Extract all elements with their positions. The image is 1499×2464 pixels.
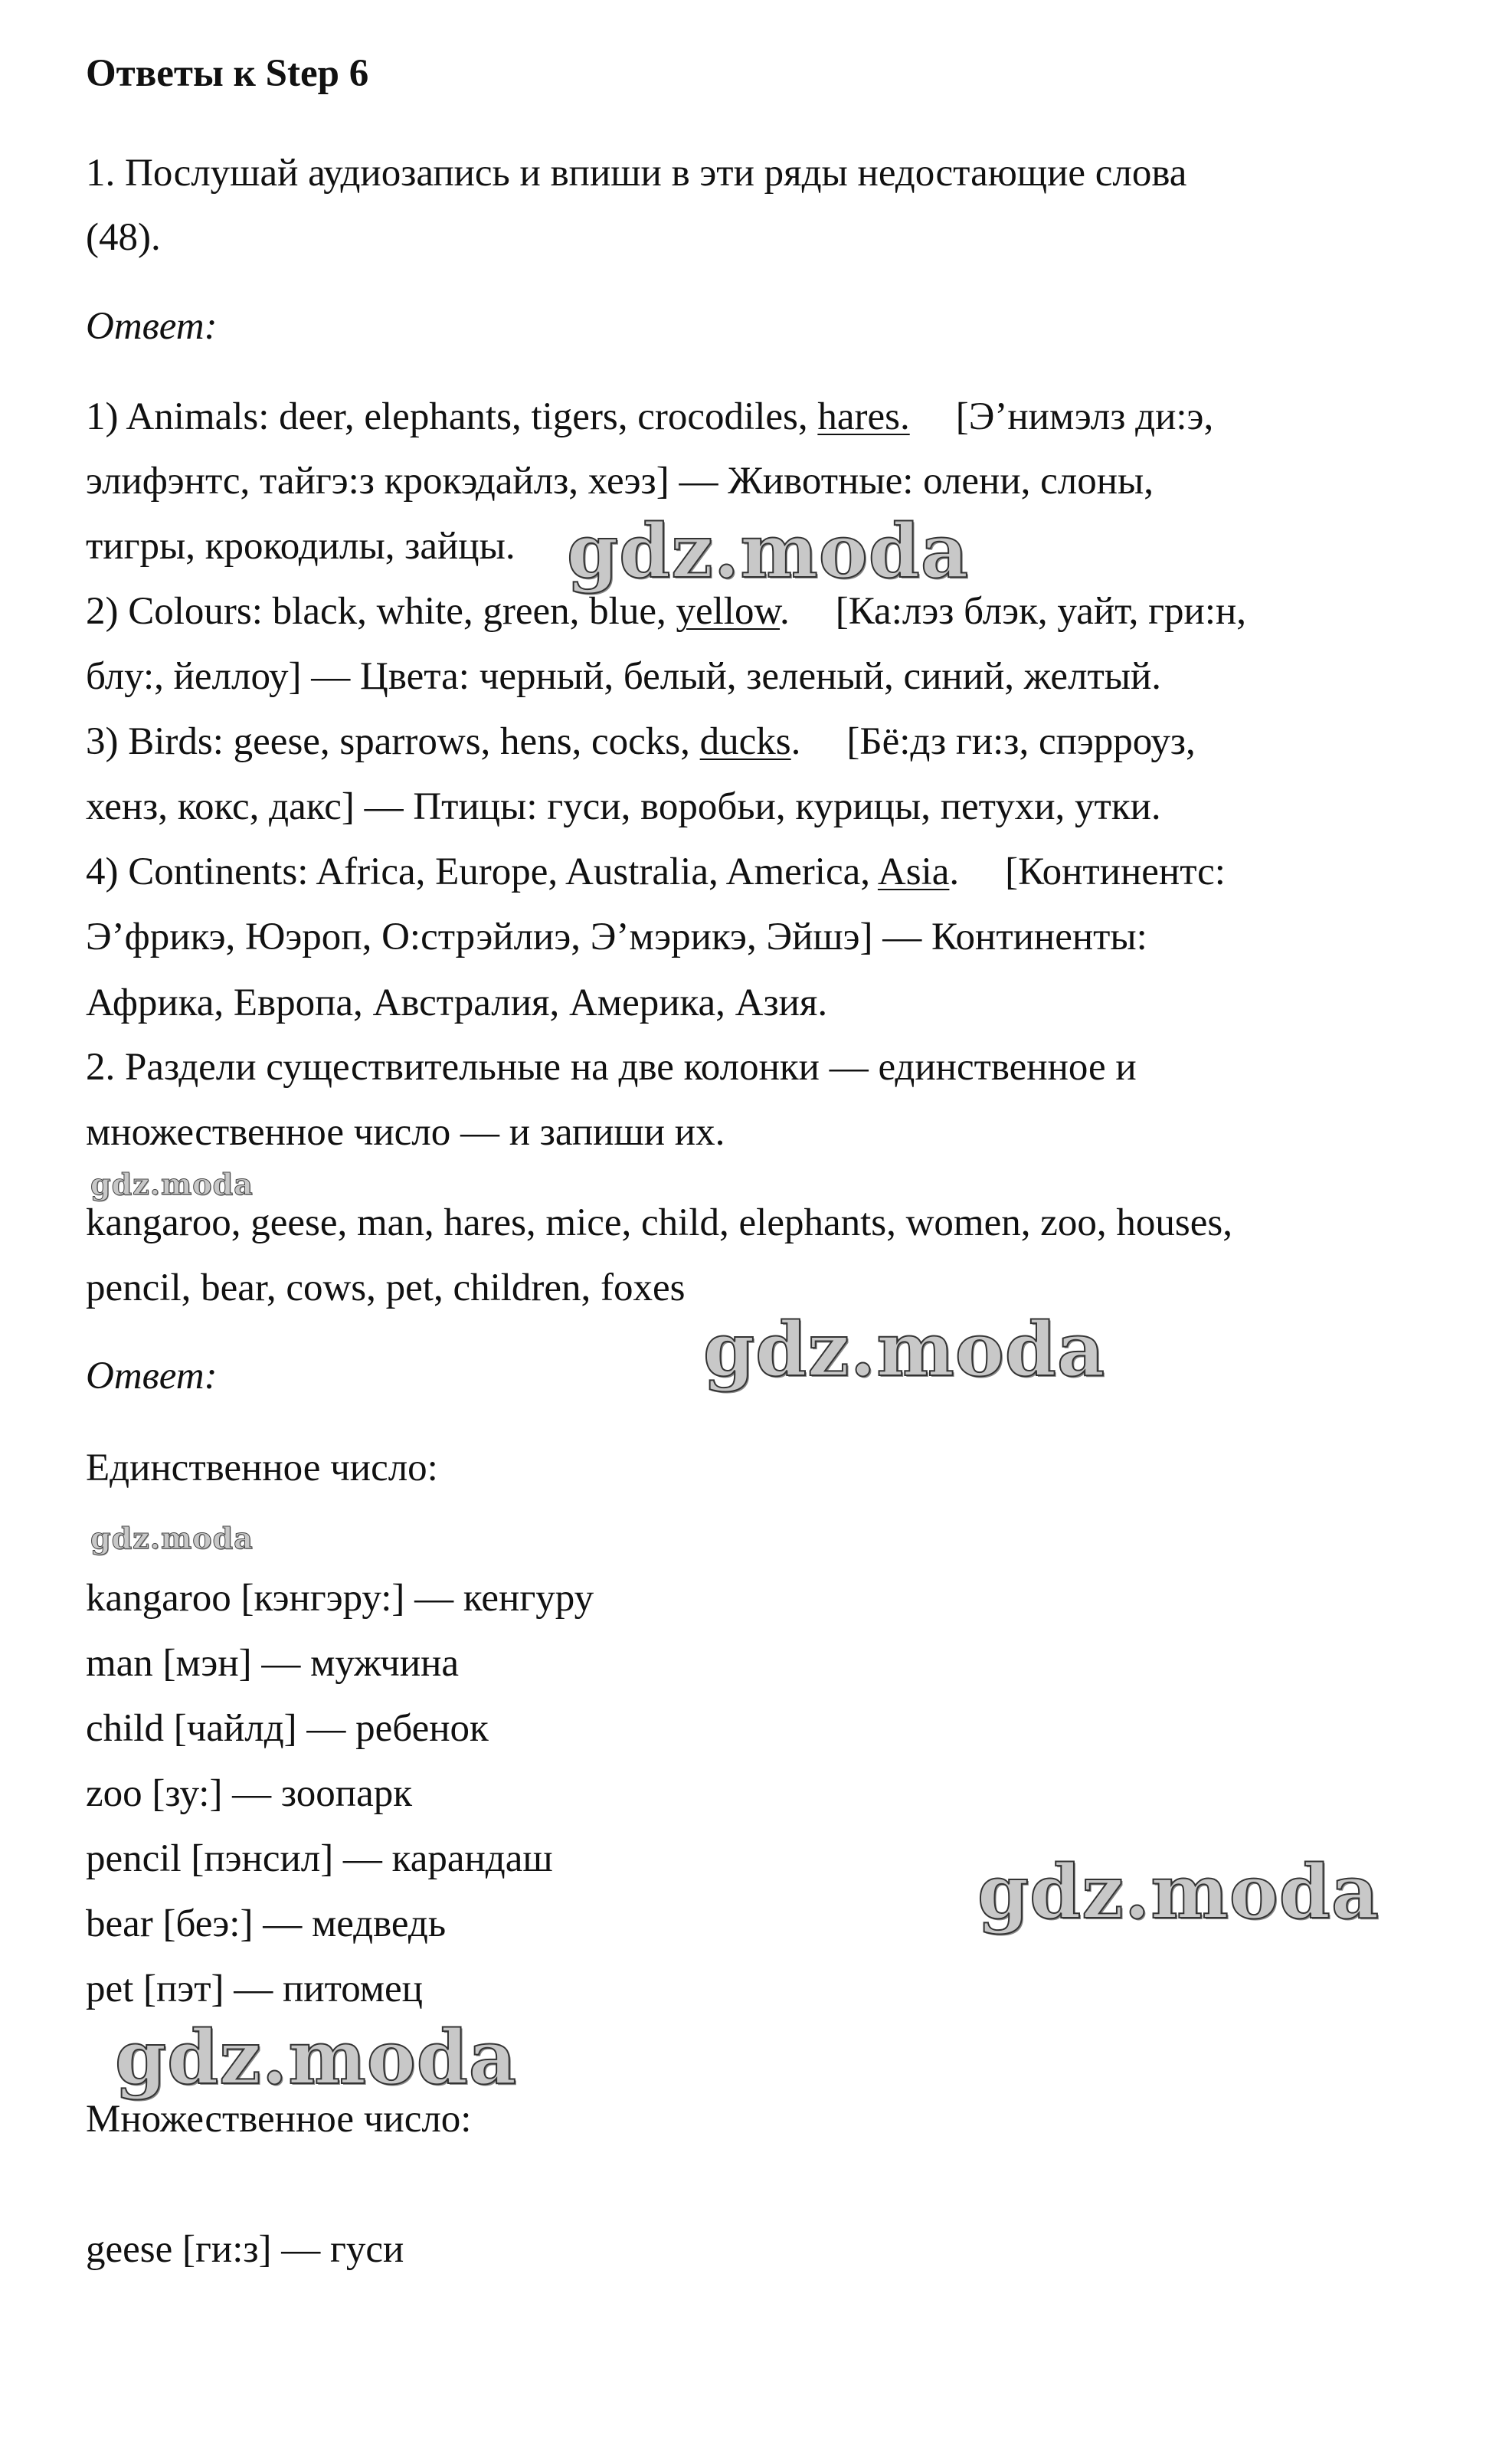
task1-item2-line1 — [86, 588, 1246, 634]
watermark-logo: gdz.moda — [567, 508, 970, 595]
task1-item4-line1 — [86, 849, 1226, 895]
singular-item: pencil [пэнсил] — карандаш — [86, 1837, 553, 1880]
task1-question-line2: (48). — [86, 216, 161, 259]
watermark-logo: gdz.moda — [90, 1167, 254, 1201]
watermark-logo: gdz.moda — [977, 1849, 1380, 1935]
task1-item2-line2: блу:, йеллоу] — Цвета: черный, белый, зеленый, синий, желтый. — [86, 655, 1162, 698]
task1-item3-line2: хенз, кокс, дакс] — Птицы: гуси, воробьи, курицы, петухи, утки. — [86, 785, 1161, 828]
singular-item: child [чайлд] — ребенок — [86, 1707, 489, 1750]
item3-transcription: [Бё:дз ги:з, спэрроуз, — [846, 720, 1196, 763]
watermark-logo: gdz.moda — [90, 1521, 254, 1555]
singular-item: zoo [зу:] — зоопарк — [86, 1772, 412, 1815]
plural-heading: Множественное число: — [86, 2098, 472, 2141]
singular-heading: Единственное число: — [86, 1447, 438, 1489]
item3-text: 3) Birds: geese, sparrows, hens, cocks, — [86, 720, 700, 763]
item2-text: 2) Colours: black, white, green, blue, — [86, 590, 676, 633]
task1-item1-line1 — [86, 394, 1213, 440]
item1-transcription: [Э’нимэлз ди:э, — [955, 395, 1214, 438]
plural-item: geese [ги:з] — гуси — [86, 2228, 404, 2271]
task2-question-line1: 2. Раздели существительные на две колонки — единственное и — [86, 1046, 1137, 1089]
item4-text: 4) Continents: Africa, Europe, Australia, America, — [86, 850, 878, 893]
task2-question-line2: множественное число — и запиши их. — [86, 1111, 725, 1154]
item2-period: . — [779, 590, 790, 633]
item4-period: . — [949, 850, 960, 893]
page-title: Ответы к Step 6 — [86, 52, 369, 95]
singular-item: kangaroo [кэнгэру:] — кенгуру — [86, 1577, 594, 1620]
watermark-logo: gdz.moda — [115, 2014, 518, 2101]
task1-item1-line2: элифэнтс, тайгэ:з крокэдайлз, хеэз] — Животные: олени, слоны, — [86, 460, 1154, 503]
item3-period: . — [790, 720, 801, 763]
item1-text: 1) Animals: deer, elephants, tigers, crocodiles, — [86, 395, 818, 438]
singular-item: bear [беэ:] — медведь — [86, 1902, 447, 1945]
singular-item: man [мэн] — мужчина — [86, 1642, 460, 1685]
item4-transcription: [Континентс: — [1005, 850, 1226, 893]
task1-question-line1: 1. Послушай аудиозапись и впиши в эти ряды недостающие слова — [86, 152, 1187, 195]
item4-answer-word: Asia — [877, 850, 950, 893]
task1-answer-label: Ответ: — [86, 305, 218, 348]
watermark-logo: gdz.moda — [703, 1306, 1106, 1393]
task1-item1-line3: тигры, крокодилы, зайцы. — [86, 525, 515, 568]
item2-transcription: [Ка:лэз блэк, уайт, гри:н, — [835, 590, 1247, 633]
task1-item4-line2: Э’фрикэ, Юэроп, О:стрэйлиэ, Э’мэрикэ, Эйшэ] — Континенты: — [86, 916, 1147, 958]
task2-words-line1: kangaroo, geese, man, hares, mice, child, elephants, women, zoo, houses, — [86, 1201, 1232, 1244]
item3-answer-word: ducks — [699, 720, 791, 763]
item2-answer-word: yellow — [676, 590, 780, 633]
item1-answer-word: hares. — [817, 395, 910, 438]
task2-answer-label: Ответ: — [86, 1355, 218, 1397]
task1-item3-line1 — [86, 719, 1196, 765]
task1-item4-line3: Африка, Европа, Австралия, Америка, Азия. — [86, 981, 828, 1024]
singular-item: pet [пэт] — питомец — [86, 1968, 423, 2010]
task2-words-line2: pencil, bear, cows, pet, children, foxes — [86, 1266, 686, 1309]
